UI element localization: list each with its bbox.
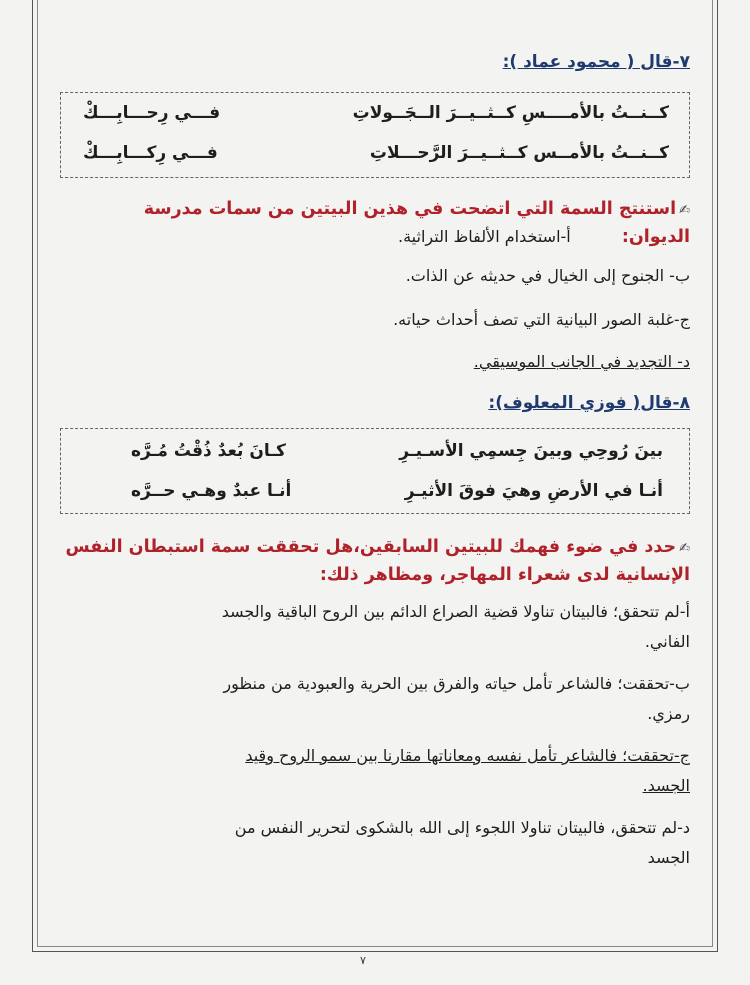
option-8c bbox=[60, 744, 690, 798]
option-8a-line-1: أ-لم تتحقق؛ فالبيتان تناولا قضية الصراع الدائم بين الروح الباقية والجسد bbox=[221, 602, 690, 621]
verse-1-hemistich-1: كــنــتُ بالأمــــسِ كــثــيــرَ الــجَــولاتِ bbox=[352, 103, 669, 123]
poem-box-7 bbox=[60, 92, 690, 178]
question-7-tail: الديوان: bbox=[621, 227, 690, 247]
pen-hand-icon-2: ✍ bbox=[679, 541, 690, 556]
verse-4-hemistich-2: أنـا عبدٌ وهـي حــرَّه bbox=[131, 481, 292, 501]
option-7d: د- التجديد في الجانب الموسيقي. bbox=[473, 352, 690, 371]
section-8-heading: ٨-قال( فوزي المعلوف): bbox=[488, 393, 690, 413]
option-8d bbox=[60, 816, 690, 870]
option-8b-line-2: رمزي. bbox=[647, 704, 690, 723]
section-7-heading: ٧-قال ( محمود عماد ): bbox=[502, 52, 690, 72]
option-8a-line-2: الفاني. bbox=[644, 632, 690, 651]
question-8-line-1: حدد في ضوء فهمك للبيتين السابقين،هل تحققت سمة استبطان النفس bbox=[65, 537, 677, 557]
option-7c: ج-غلبة الصور البيانية التي تصف أحداث حياته. bbox=[393, 310, 690, 329]
question-7-tail-row bbox=[60, 224, 690, 251]
question-8 bbox=[60, 534, 690, 589]
pen-hand-icon: ✍ bbox=[679, 203, 690, 218]
question-7 bbox=[60, 196, 690, 224]
verse-1-hemistich-2: فـــي رِحـــابِـــكْ bbox=[83, 103, 221, 123]
page-number: ٧ bbox=[360, 954, 366, 967]
question-7-text: استنتج السمة التي اتضحت في هذين البيتين من سمات مدرسة bbox=[143, 199, 677, 219]
verse-3-hemistich-1: بينَ رُوحِي وبينَ جِسمِي الأسـيـرِ bbox=[399, 441, 663, 461]
option-8b-line-1: ب-تحققت؛ فالشاعر تأمل حياته والفرق بين الحرية والعبودية من منظور bbox=[223, 674, 690, 693]
option-8d-line-2: الجسد bbox=[647, 848, 690, 867]
question-8-line-2: الإنسانية لدى شعراء المهاجر، ومظاهر ذلك: bbox=[319, 565, 690, 585]
poem-box-8 bbox=[60, 428, 690, 514]
option-8d-line-1: د-لم تتحقق، فالبيتان تناولا اللجوء إلى الله بالشكوى لتحرير النفس من bbox=[234, 818, 690, 837]
option-8c-line-1: ج-تحققت؛ فالشاعر تأمل نفسه ومعاناتها مقارنا بين سمو الروح وقيد bbox=[245, 746, 690, 765]
option-7a: أ-استخدام الألفاظ التراثية. bbox=[398, 227, 571, 246]
verse-2-hemistich-1: كــنــتُ بالأمــس كــثــيــرَ الرَّحـــلاتِ bbox=[369, 143, 669, 163]
verse-4-hemistich-1: أنـا في الأرضِ وهيَ فوقَ الأثيـرِ bbox=[404, 481, 663, 501]
option-8a bbox=[60, 600, 690, 654]
option-7b: ب- الجنوح إلى الخيال في حديثه عن الذات. bbox=[405, 266, 690, 285]
verse-3-hemistich-2: كـانَ بُعدٌ ذُقْتُ مُـرَّه bbox=[131, 441, 286, 461]
verse-2-hemistich-2: فـــي رِكـــابِـــكْ bbox=[83, 143, 218, 163]
option-8c-line-2: الجسد. bbox=[642, 776, 690, 795]
option-8b bbox=[60, 672, 690, 726]
